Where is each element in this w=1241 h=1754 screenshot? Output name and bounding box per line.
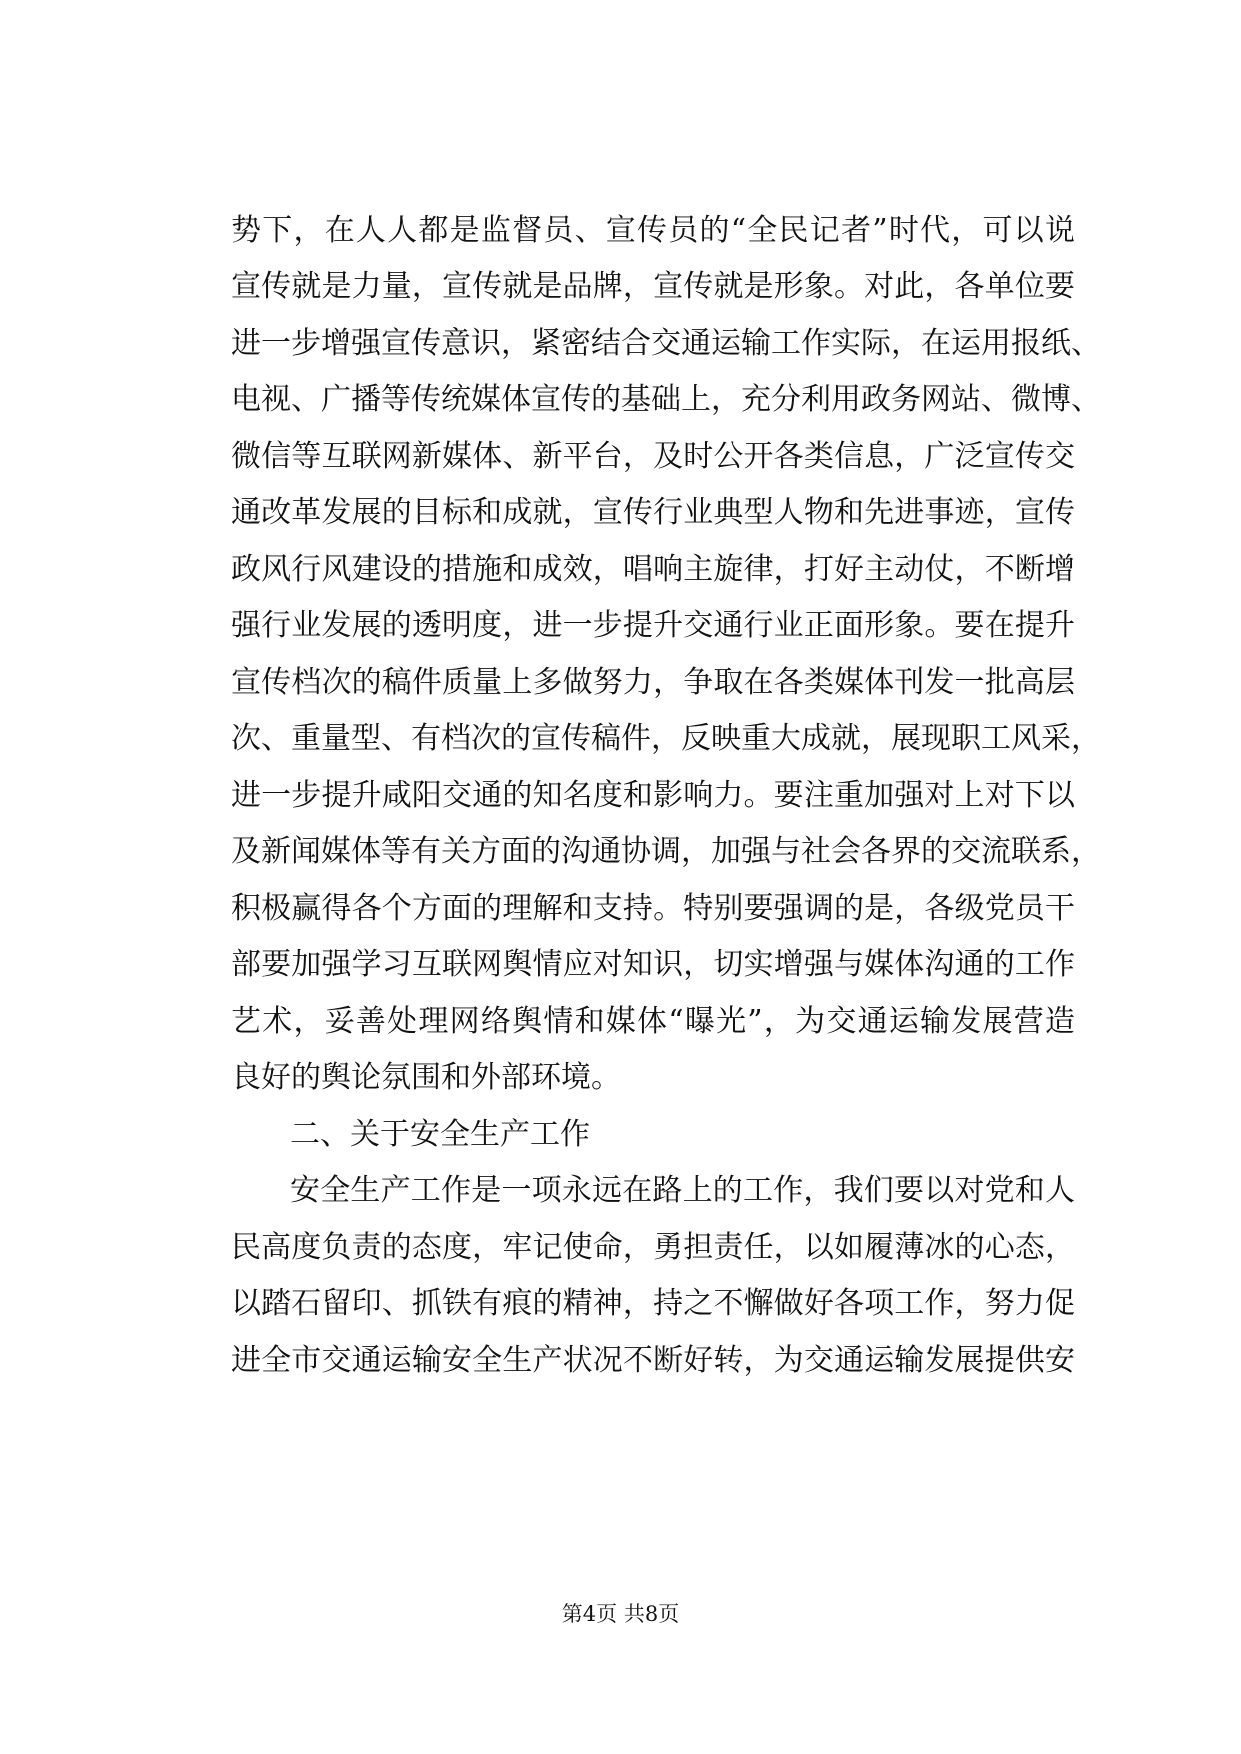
body-text-line: 以踏石留印、抓铁有痕的精神，持之不懈做好各项工作，努力促 — [231, 1286, 1075, 1321]
body-text-line: 艺术，妥善处理网络舆情和媒体“曝光”，为交通运输发展营造 — [231, 1004, 1075, 1039]
body-text-line: 进全市交通运输安全生产状况不断好转，为交通运输发展提供安 — [231, 1343, 1075, 1378]
body-text-line: 及新闻媒体等有关方面的沟通协调，加强与社会各界的交流联系， — [231, 834, 1101, 869]
paragraph-first-line: 安全生产工作是一项永远在路上的工作，我们要以对党和人 — [290, 1173, 1075, 1208]
body-text-line: 政风行风建设的措施和成效，唱响主旋律，打好主动仗，不断增 — [231, 552, 1075, 587]
body-text-line: 微信等互联网新媒体、新平台，及时公开各类信息，广泛宣传交 — [231, 439, 1075, 474]
body-text-line: 电视、广播等传统媒体宣传的基础上，充分利用政务网站、微博、 — [231, 382, 1101, 417]
body-text-line: 民高度负责的态度，牢记使命，勇担责任，以如履薄冰的心态， — [231, 1230, 1075, 1265]
body-text-line: 通改革发展的目标和成就，宣传行业典型人物和先进事迹，宣传 — [231, 495, 1075, 530]
body-text-line: 势下，在人人都是监督员、宣传员的“全民记者”时代，可以说 — [231, 213, 1075, 248]
page-number-footer: 第4页 共8页 — [561, 1602, 680, 1626]
body-text-line: 宣传就是力量，宣传就是品牌，宣传就是形象。对此，各单位要 — [231, 269, 1075, 304]
body-text-line: 进一步增强宣传意识，紧密结合交通运输工作实际，在运用报纸、 — [231, 326, 1101, 361]
paragraph-end-line: 良好的舆论氛围和外部环境。 — [231, 1060, 621, 1095]
section-heading: 二、关于安全生产工作 — [290, 1117, 590, 1152]
body-text-line: 宣传档次的稿件质量上多做努力，争取在各类媒体刊发一批高层 — [231, 665, 1075, 700]
body-text-line: 次、重量型、有档次的宣传稿件，反映重大成就，展现职工风采， — [231, 721, 1101, 756]
body-text-line: 进一步提升咸阳交通的知名度和影响力。要注重加强对上对下以 — [231, 778, 1075, 813]
body-text-line: 积极赢得各个方面的理解和支持。特别要强调的是，各级党员干 — [231, 891, 1075, 926]
body-text-line: 部要加强学习互联网舆情应对知识，切实增强与媒体沟通的工作 — [231, 947, 1075, 982]
body-text-line: 强行业发展的透明度，进一步提升交通行业正面形象。要在提升 — [231, 608, 1075, 643]
